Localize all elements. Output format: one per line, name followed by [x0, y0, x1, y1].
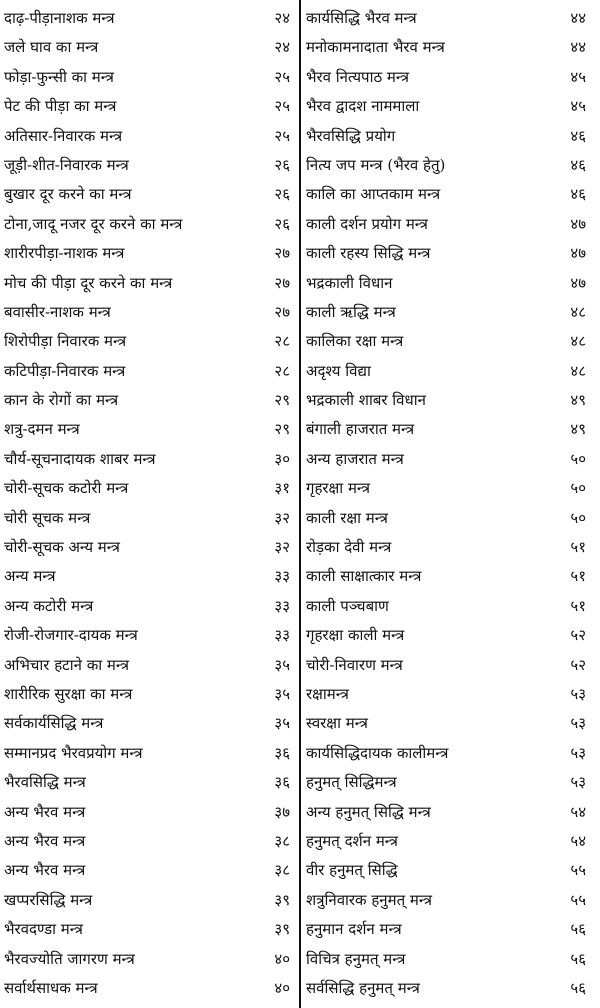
- toc-entry-page-number: ३२: [274, 508, 290, 527]
- toc-entry-page-number: ५४: [570, 802, 586, 821]
- toc-entry-title: चोरी-सूचक कटोरी मन्त्र: [4, 479, 129, 498]
- toc-entry-title: काली ऋद्धि मन्त्र: [306, 302, 396, 321]
- toc-entry-page-number: ५३: [570, 684, 586, 703]
- toc-entry-title: मोच की पीड़ा दूर करने का मन्त्र: [4, 273, 173, 292]
- toc-entry: [302, 180, 600, 209]
- toc-entry-title: शत्रु-दमन मन्त्र: [4, 420, 80, 439]
- toc-entry-page-number: ४७: [570, 273, 586, 292]
- toc-entry: [0, 709, 300, 738]
- toc-entry-page-number: ३९: [274, 890, 290, 909]
- toc-entry: [302, 386, 600, 415]
- toc-entry: [302, 562, 600, 591]
- toc-entry-page-number: ५६: [570, 949, 586, 968]
- toc-entry-page-number: ३५: [274, 684, 290, 703]
- toc-entry-page-number: ४८: [570, 361, 586, 380]
- toc-entry-title: अन्य भैरव मन्त्र: [4, 802, 86, 821]
- toc-entry-title: काली साक्षात्कार मन्त्र: [306, 567, 422, 586]
- toc-entry: [302, 239, 600, 268]
- toc-entry-title: सम्मानप्रद भैरवप्रयोग मन्त्र: [4, 743, 143, 762]
- toc-entry-title: अन्य भैरव मन्त्र: [4, 831, 86, 850]
- toc-entry-title: भैरवज्योति जागरण मन्त्र: [4, 949, 135, 968]
- toc-entry: [0, 269, 300, 298]
- toc-entry-title: गृहरक्षा मन्त्र: [306, 479, 371, 498]
- toc-entry: [0, 386, 300, 415]
- toc-entry-page-number: ४७: [570, 244, 586, 263]
- toc-entry-page-number: ५३: [570, 714, 586, 733]
- toc-entry-page-number: ३५: [274, 714, 290, 733]
- toc-entry-title: शिरोपीड़ा निवारक मन्त्र: [4, 332, 127, 351]
- toc-entry: [0, 504, 300, 533]
- toc-entry-title: नित्य जप मन्त्र (भैरव हेतु): [306, 155, 446, 174]
- toc-entry-title: दाढ़-पीड़ानाशक मन्त्र: [4, 9, 115, 27]
- toc-entry: [302, 856, 600, 885]
- toc-entry: [302, 533, 600, 562]
- toc-entry: [302, 592, 600, 621]
- toc-entry: [0, 4, 300, 33]
- toc-entry-page-number: ३०: [274, 449, 290, 468]
- toc-entry: [0, 827, 300, 856]
- toc-entry-page-number: ३१: [274, 479, 290, 498]
- toc-entry: [302, 92, 600, 121]
- toc-entry: [0, 180, 300, 209]
- toc-entry: [302, 151, 600, 180]
- toc-entry: [0, 210, 300, 239]
- toc-entry-title: शारीरिक सुरक्षा का मन्त्र: [4, 684, 133, 703]
- toc-entry-page-number: ५१: [570, 538, 586, 557]
- toc-entry: [302, 298, 600, 327]
- toc-entry-page-number: ४८: [570, 302, 586, 321]
- toc-entry-page-number: ४५: [570, 67, 586, 86]
- toc-entry-title: फोड़ा-फुन्सी का मन्त्र: [4, 67, 114, 86]
- toc-entry: [302, 474, 600, 503]
- toc-entry: [0, 33, 300, 62]
- toc-entry-title: काली दर्शन प्रयोग मन्त्र: [306, 214, 428, 233]
- toc-entry-page-number: ५२: [570, 655, 586, 674]
- toc-entry: [0, 768, 300, 797]
- toc-entry-title: हनुमत् दर्शन मन्त्र: [306, 831, 398, 850]
- toc-entry-title: जूड़ी-शीत-निवारक मन्त्र: [4, 155, 129, 174]
- toc-entry-title: काली रक्षा मन्त्र: [306, 508, 388, 527]
- toc-entry-title: रोड़का देवी मन्त्र: [306, 538, 392, 557]
- toc-entry-title: कान के रोगों का मन्त्र: [4, 391, 119, 410]
- toc-entry-page-number: ४४: [570, 38, 586, 57]
- toc-entry-title: भद्रकाली विधान: [306, 273, 393, 292]
- toc-entry: [0, 151, 300, 180]
- toc-entry-page-number: २९: [274, 420, 290, 439]
- toc-entry-page-number: २६: [274, 214, 290, 233]
- toc-entry-title: अन्य भैरव मन्त्र: [4, 861, 86, 880]
- toc-entry: [0, 533, 300, 562]
- toc-entry: [302, 33, 600, 62]
- toc-entry-title: विचित्र हनुमत् मन्त्र: [306, 949, 406, 968]
- toc-entry-page-number: ५३: [570, 773, 586, 792]
- toc-entry-page-number: ३९: [274, 920, 290, 939]
- toc-entry: [0, 651, 300, 680]
- toc-entry-title: भैरवसिद्धि मन्त्र: [4, 773, 86, 792]
- toc-entry-title: बवासीर-नाशक मन्त्र: [4, 302, 111, 321]
- toc-entry-title: टोना,जादू नजर दूर करने का मन्त्र: [4, 214, 183, 233]
- toc-entry-title: मनोकामनादाता भैरव मन्त्र: [306, 38, 445, 57]
- toc-entry-title: अतिसार-निवारक मन्त्र: [4, 126, 123, 145]
- toc-entry-title: शारीरपीड़ा-नाशक मन्त्र: [4, 244, 125, 263]
- toc-entry: [0, 680, 300, 709]
- toc-entry-title: कालि का आप्तकाम मन्त्र: [306, 185, 441, 204]
- toc-entry-title: चौर्य-सूचनादायक शाबर मन्त्र: [4, 449, 156, 468]
- toc-entry: [0, 357, 300, 386]
- toc-entry: [302, 269, 600, 298]
- toc-entry-page-number: २८: [274, 332, 290, 351]
- toc-entry-title: शत्रुनिवारक हनुमत् मन्त्र: [306, 890, 433, 909]
- toc-entry-page-number: २४: [274, 9, 290, 27]
- toc-entry-title: जले घाव का मन्त्र: [4, 38, 99, 57]
- toc-entry: [302, 709, 600, 738]
- toc-entry: [0, 915, 300, 944]
- toc-entry-page-number: ५३: [570, 743, 586, 762]
- toc-entry-page-number: ३३: [274, 626, 290, 645]
- toc-entry: [302, 445, 600, 474]
- toc-entry-title: भैरवदण्डा मन्त्र: [4, 920, 83, 939]
- toc-entry-title: पेट की पीड़ा का मन्त्र: [4, 97, 117, 116]
- toc-entry-page-number: ४६: [570, 155, 586, 174]
- toc-entry-page-number: २७: [274, 273, 290, 292]
- toc-entry-page-number: ४०: [274, 978, 290, 997]
- toc-entry: [0, 445, 300, 474]
- toc-entry-page-number: ४४: [570, 9, 586, 27]
- toc-entry-page-number: ५०: [570, 479, 586, 498]
- toc-entry: [302, 63, 600, 92]
- toc-entry: [302, 327, 600, 356]
- toc-entry-page-number: ३२: [274, 538, 290, 557]
- toc-entry-title: सर्वार्थसाधक मन्त्र: [4, 978, 98, 997]
- toc-entry-page-number: ५५: [570, 890, 586, 909]
- toc-entry-page-number: ३६: [274, 743, 290, 762]
- toc-entry: [0, 974, 300, 1003]
- toc-entry-title: चोरी-निवारण मन्त्र: [306, 655, 403, 674]
- toc-entry: [302, 680, 600, 709]
- column-divider: [299, 0, 301, 1008]
- toc-entry-title: अन्य हनुमत् सिद्धि मन्त्र: [306, 802, 431, 821]
- toc-entry-page-number: ५१: [570, 596, 586, 615]
- toc-entry-page-number: २७: [274, 244, 290, 263]
- toc-entry: [0, 739, 300, 768]
- toc-entry-title: सर्वकार्यसिद्धि मन्त्र: [4, 714, 104, 733]
- toc-entry-page-number: ३८: [274, 831, 290, 850]
- toc-entry-page-number: ५२: [570, 626, 586, 645]
- toc-entry: [0, 886, 300, 915]
- toc-entry-page-number: ५४: [570, 831, 586, 850]
- toc-entry: [0, 122, 300, 151]
- toc-entry-title: कटिपीड़ा-निवारक मन्त्र: [4, 361, 126, 380]
- toc-entry-title: भैरवसिद्धि प्रयोग: [306, 126, 396, 145]
- toc-entry: [0, 63, 300, 92]
- toc-entry-page-number: २६: [274, 185, 290, 204]
- toc-entry-title: बंगाली हाजरात मन्त्र: [306, 420, 415, 439]
- toc-entry-page-number: २५: [274, 97, 290, 116]
- toc-entry-page-number: ४६: [570, 185, 586, 204]
- toc-entry: [302, 915, 600, 944]
- toc-entry: [0, 327, 300, 356]
- toc-entry-title: भैरव द्वादश नाममाला: [306, 97, 420, 116]
- toc-entry-title: अभिचार हटाने का मन्त्र: [4, 655, 130, 674]
- toc-entry: [302, 210, 600, 239]
- toc-entry-page-number: २८: [274, 361, 290, 380]
- toc-entry-title: भैरव नित्यपाठ मन्त्र: [306, 67, 410, 86]
- toc-entry: [302, 4, 600, 33]
- toc-entry-page-number: ३३: [274, 596, 290, 615]
- toc-entry-title: बुखार दूर करने का मन्त्र: [4, 185, 132, 204]
- toc-entry-title: हनुमत् सिद्धिमन्त्र: [306, 773, 397, 792]
- toc-entry: [302, 122, 600, 151]
- toc-entry-page-number: ४५: [570, 97, 586, 116]
- toc-entry-page-number: २७: [274, 302, 290, 321]
- toc-entry-title: अन्य हाजरात मन्त्र: [306, 449, 404, 468]
- toc-entry-page-number: २४: [274, 38, 290, 57]
- toc-entry-page-number: ३७: [274, 802, 290, 821]
- toc-entry: [302, 357, 600, 386]
- toc-entry: [302, 651, 600, 680]
- right-column: [302, 4, 600, 1004]
- toc-entry-page-number: ३५: [274, 655, 290, 674]
- toc-entry-title: काली पञ्चबाण: [306, 596, 389, 615]
- toc-entry-page-number: ४८: [570, 332, 586, 351]
- toc-entry-page-number: २६: [274, 155, 290, 174]
- toc-entry: [302, 415, 600, 444]
- toc-entry-page-number: ५०: [570, 449, 586, 468]
- toc-entry-page-number: ५१: [570, 567, 586, 586]
- toc-entry-title: सर्वसिद्धि हनुमत् मन्त्र: [306, 978, 420, 997]
- toc-entry: [0, 798, 300, 827]
- toc-entry-page-number: ५६: [570, 920, 586, 939]
- toc-entry-title: भद्रकाली शाबर विधान: [306, 391, 426, 410]
- toc-entry-page-number: ४६: [570, 126, 586, 145]
- toc-entry: [0, 945, 300, 974]
- toc-entry-title: स्वरक्षा मन्त्र: [306, 714, 368, 733]
- toc-entry: [0, 592, 300, 621]
- toc-entry-page-number: ५०: [570, 508, 586, 527]
- toc-entry-title: अन्य मन्त्र: [4, 567, 56, 586]
- toc-entry: [0, 856, 300, 885]
- toc-entry-page-number: ४९: [570, 420, 586, 439]
- toc-entry: [0, 562, 300, 591]
- left-column: [0, 4, 300, 1004]
- toc-entry-title: कालिका रक्षा मन्त्र: [306, 332, 404, 351]
- toc-entry-page-number: ३८: [274, 861, 290, 880]
- toc-entry: [0, 239, 300, 268]
- toc-entry-title: चोरी-सूचक अन्य मन्त्र: [4, 538, 120, 557]
- toc-entry-title: खप्परसिद्धि मन्त्र: [4, 890, 93, 909]
- toc-entry: [0, 92, 300, 121]
- toc-entry-page-number: २५: [274, 67, 290, 86]
- toc-entry-title: रोजी-रोजगार-दायक मन्त्र: [4, 626, 138, 645]
- toc-entry: [302, 827, 600, 856]
- toc-entry-page-number: ५५: [570, 861, 586, 880]
- toc-entry: [302, 504, 600, 533]
- toc-entry-title: चोरी सूचक मन्त्र: [4, 508, 91, 527]
- toc-entry: [302, 886, 600, 915]
- toc-entry-page-number: ५६: [570, 978, 586, 997]
- toc-entry: [0, 474, 300, 503]
- toc-entry-title: अदृश्य विद्या: [306, 361, 371, 380]
- toc-entry-title: हनुमान दर्शन मन्त्र: [306, 920, 402, 939]
- toc-entry-title: कार्यसिद्धि भैरव मन्त्र: [306, 9, 417, 27]
- toc-entry-title: गृहरक्षा काली मन्त्र: [306, 626, 405, 645]
- toc-entry: [0, 621, 300, 650]
- toc-entry: [302, 974, 600, 1003]
- toc-entry-page-number: ३३: [274, 567, 290, 586]
- toc-entry-title: कार्यसिद्धिदायक कालीमन्त्र: [306, 743, 449, 762]
- toc-entry-page-number: ४७: [570, 214, 586, 233]
- toc-entry: [302, 945, 600, 974]
- toc-entry-page-number: ३६: [274, 773, 290, 792]
- toc-entry: [302, 621, 600, 650]
- toc-entry-title: वीर हनुमत् सिद्धि: [306, 861, 398, 880]
- toc-entry: [0, 415, 300, 444]
- toc-entry-page-number: २९: [274, 391, 290, 410]
- toc-entry: [302, 739, 600, 768]
- toc-entry: [0, 298, 300, 327]
- toc-entry-page-number: २५: [274, 126, 290, 145]
- toc-entry-page-number: ४०: [274, 949, 290, 968]
- toc-entry-page-number: ४९: [570, 391, 586, 410]
- toc-entry: [302, 768, 600, 797]
- toc-entry-title: अन्य कटोरी मन्त्र: [4, 596, 94, 615]
- toc-entry-title: रक्षामन्त्र: [306, 684, 349, 703]
- toc-entry: [302, 798, 600, 827]
- toc-entry-title: काली रहस्य सिद्धि मन्त्र: [306, 244, 431, 263]
